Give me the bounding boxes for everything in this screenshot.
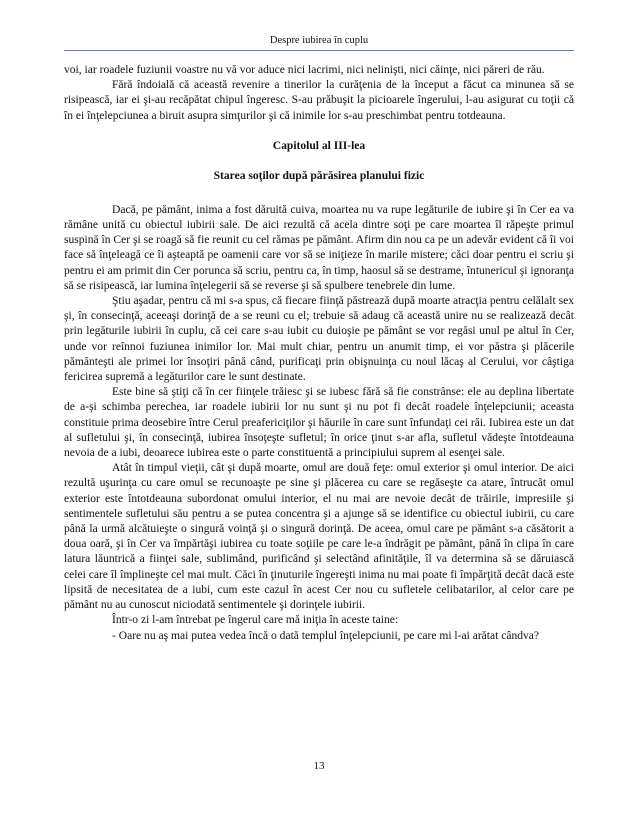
- paragraph: Într-o zi l-am întrebat pe îngerul care mă iniţia în aceste taine:: [112, 614, 399, 627]
- paragraphs-after: [64, 203, 574, 644]
- paragraphs-before: [64, 63, 574, 124]
- paragraph: Atât în timpul vieţii, cât şi după moarte, omul are două feţe: omul exterior şi omul interior. De aici rezultă uşurinţa cu care omul se recunoaşte pe sine şi plăcerea cu care se regăseşte ca atare, întrucât omul exterior este întotdeauna subordonat omului interior, el nu mai are nevoie decât de trăirile, impresiile şi sentimentele sufletului său pentru a se putea concentra şi a ajunge să se identifice cu obiectul iubirii, cu care până la urmă alcătuieşte o singură voinţă şi o singură dorinţă. De aceea, omul care pe pământ s-a căsătorit a doua oară, şi în Cer va împărtăşi iubirea cu toate soţiile pe care le-a îndrăgit pe pământ, până în clipa în care latura lăuntrică a fiinţei sale, sublimând, purificând şi selectând afinităţile, îl va determina să se dăruiască celei care îl împlineşte cel mai mult. Căci în ţinuturile îngereşti inima nu mai poate fi împărţită decât dacă este lipsită de necesitatea de a iubi, cum este cazul în acest Cer nou cu sufletele celibatarilor, al celor care pe pământ nu au cunoscut niciodată sentimentele şi dorinţele iubirii.: [64, 462, 574, 612]
- running-header: Despre iubirea în cuplu: [269, 35, 369, 46]
- chapter-title: Capitolul al III-lea: [272, 139, 366, 152]
- page-number: 13: [313, 760, 325, 772]
- header-rule: [64, 50, 574, 51]
- paragraph: - Oare nu aş mai putea vedea încă o dată templul înţelepciunii, pe care mi l-ai arătat cândva?: [112, 629, 540, 642]
- paragraph: Ştiu aşadar, pentru că mi s-a spus, că fiecare fiinţă păstrează după moarte atracţia pentru celălalt sex şi, în consecinţă, aceeaşi dorinţă de a se reuni cu el; trebuie să adaug că această unire nu se realizează decât prin legăturile iubirii în cuplu, că cei care s-au iubit cu duioşie pe pământ se vor regăsi unul pe altul în Cer, unde vor reînnoi fuziunea inimilor lor. Mai mult chiar, pentru un anumit timp, ei vor păstra şi plăcerile pământeşti ale primei lor însoţiri până când, purificaţi prin obişnuinţa cu noul lăcaş al Cerului, vor câştiga fericirea supremă a legăturilor care le sunt destinate.: [64, 295, 574, 384]
- paragraph: voi, iar roadele fuziunii voastre nu vă vor aduce nici lacrimi, nici nelinişti, nici căinţe, nici păreri de rău.: [64, 64, 545, 76]
- paragraph: Fără îndoială că această revenire a tinerilor la curăţenia de la început a făcut ca minunea să se risipească, iar ei şi-au recăpătat chipul îngeresc. S-au prăbuşit la picioarele îngerului, l-au asigurat cu toţii că în ei înţelepciunea a biruit asupra simţurilor şi că inimile lor s-au preschimbat pentru totdeauna.: [64, 79, 574, 122]
- paragraph: Dacă, pe pământ, inima a fost dăruită cuiva, moartea nu va rupe legăturile de iubire şi în Cer ea va rămâne unită cu obiectul iubirii sale. De aici rezultă că acela dintre soţi pe care moartea îl răpeşte primul suspină în Cer şi se roagă să fie reunit cu cel rămas pe pământ. Afirm din nou ca pe un adevăr evident că îi voi face să înţeleagă ce îi aşteaptă pe oamenii care vor să se iniţieze în marile mistere; căci doar pentru ei scriu şi pentru ei am primit din Cer porunca să scriu, pentru ca, în timp, haosul să se destrame, întunericul şi ignoranţa să se risipească, iar lumina înţelegerii să se reverse şi să spulbere tenebrele din lume.: [64, 203, 574, 292]
- body-text: [64, 63, 574, 644]
- chapter-subtitle: Starea soţilor după părăsirea planului fizic: [213, 169, 425, 182]
- paragraph: Este bine să ştiţi că în cer fiinţele trăiesc şi se iubesc fără să fie constrânse: ele au deplina libertate de a-şi schimba perechea, iar roadele iubirii lor nu sunt şi nu pot fi decât roadele înţelepciunii; aceasta constituie prima deosebire între Cerul preafericiţilor şi hăurile în care sunt înfundaţi cei răi. Iubirea este un dat al sufletului şi, în consecinţă, iubirea însoţeşte sufletul; în orice ţinut s-ar afla, sufletul vădeşte întotdeauna nevoia de a iubi, deoarece iubirea este o parte constituentă a principiului suprem al esenţei sale.: [64, 386, 574, 460]
